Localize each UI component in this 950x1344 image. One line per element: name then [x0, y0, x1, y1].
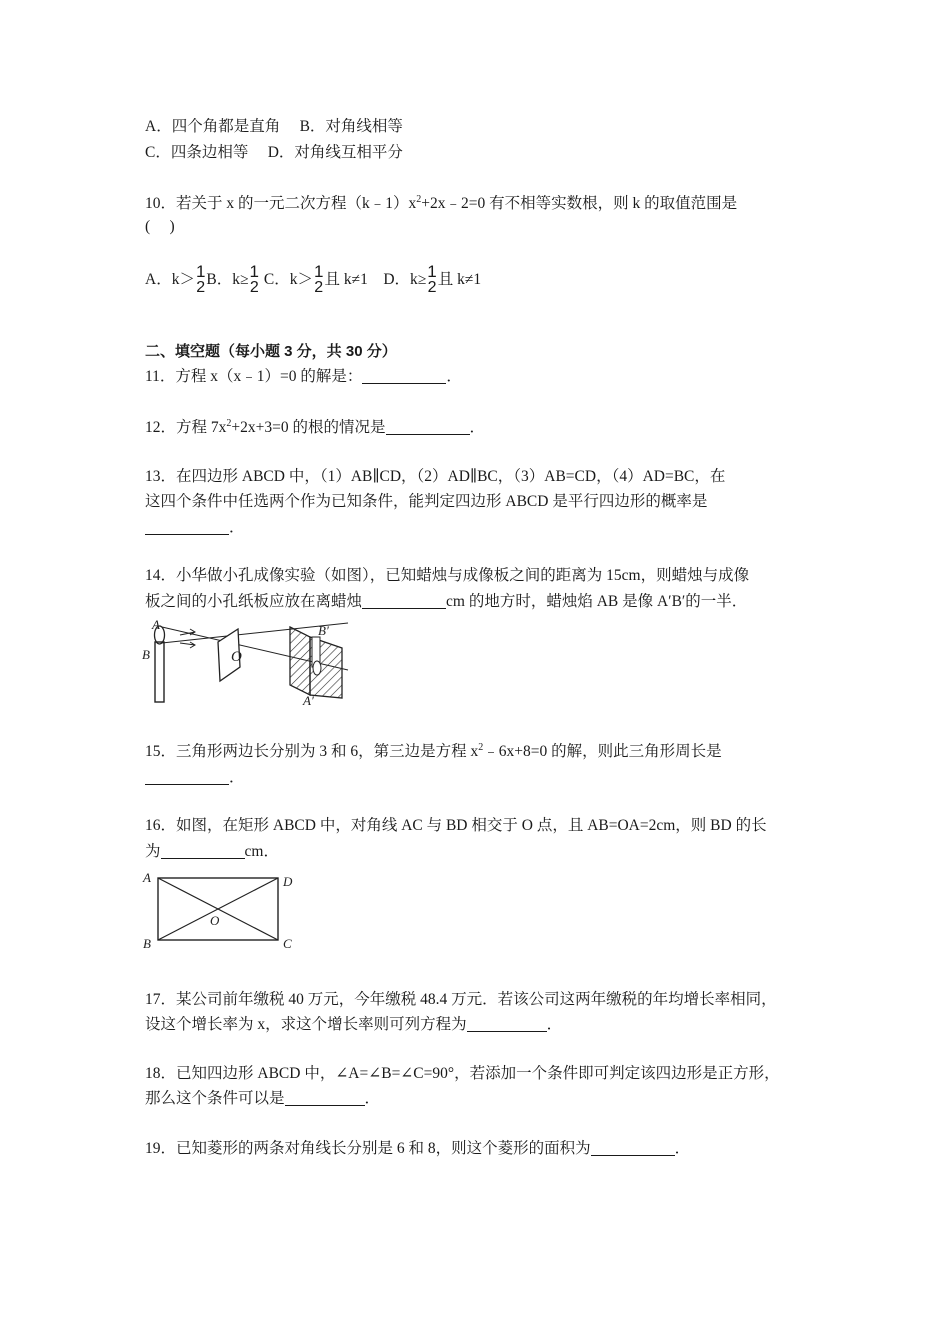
image-screen [290, 627, 310, 695]
fig16-label-o: O [210, 913, 220, 928]
q17-line-2 [145, 1015, 562, 1035]
q11-text: 11．方程 x（x﹣1）=0 的解是： [145, 368, 363, 385]
q10-stem [145, 194, 737, 214]
q11-answer-blank[interactable] [362, 367, 446, 384]
q16-line-2 [145, 842, 279, 862]
q10-fraction-a: 1 2 [195, 262, 206, 296]
fig16-label-c: C [283, 936, 292, 951]
q14-line-1: 14．小华做小孔成像实验（如图），已知蜡烛与成像板之间的距离为 15cm，则蜡烛与成像 [145, 567, 750, 584]
q19-text: 19．已知菱形的两条对角线长分别是 6 和 8，则这个菱形的面积为 [145, 1140, 591, 1157]
q12-text-b: +2x+3=0 的根的情况是 [231, 419, 386, 436]
q15-text-b: ﹣6x+8=0 的解，则此三角形周长是 [483, 743, 722, 760]
q10-stem-a: 10．若关于 x 的一元二次方程（k﹣1）x [145, 195, 417, 212]
q12-exponent: 2 [226, 418, 232, 429]
q18-period: ． [364, 1090, 381, 1107]
q19-answer-blank[interactable] [591, 1139, 675, 1156]
q10-stem-b: +2x﹣2=0 有不相等实数根，则 k 的取值范围是 [421, 195, 738, 212]
q16-text-a: 为 [145, 843, 161, 860]
q10-exponent: 2 [416, 194, 422, 205]
q17-period: ． [546, 1016, 563, 1033]
q13-period: ． [229, 519, 245, 536]
q10-option-c: C．k＞ [260, 271, 313, 288]
q16-answer-blank[interactable] [161, 842, 245, 859]
candle-body [155, 642, 164, 702]
q16-rectangle-figure [140, 868, 305, 956]
q13-line-1: 13．在四边形 ABCD 中，（1）AB∥CD，（2）AD∥BC，（3）AB=CD，（4）AD=BC，在 [145, 468, 726, 485]
fig14-label-o: O [231, 649, 242, 665]
q12-period: ． [469, 419, 486, 436]
q10-fraction-c: 1 2 [313, 262, 324, 296]
q15-answer-blank[interactable] [145, 768, 229, 785]
fig16-label-d: D [283, 874, 293, 889]
q11 [145, 367, 462, 387]
q15-line-2 [145, 768, 245, 788]
q10-option-d-tail: 且 k≠1 [437, 271, 482, 288]
section-2-heading: 二、填空题（每小题 3 分，共 30 分） [145, 343, 397, 360]
q14-line-2 [145, 592, 747, 612]
fig14-label-b: B [142, 647, 150, 662]
q14-text-a: 板之间的小孔纸板应放在离蜡烛 [145, 593, 363, 610]
q14-text-b: cm 的地方时，蜡烛焰 AB 是像 A′B′的一半． [446, 593, 748, 610]
q16-line-1: 16．如图，在矩形 ABCD 中，对角线 AC 与 BD 相交于 O 点，且 AB=OA=2cm，则 BD 的长 [145, 817, 767, 834]
q10-fraction-d: 1 2 [427, 262, 437, 296]
q10-answer-paren: ( ) [145, 218, 175, 235]
q9-option-line-2: C．四条边相等 D．对角线互相平分 [145, 144, 403, 161]
q10-options [145, 264, 481, 296]
q12-text-a: 12．方程 7x [145, 419, 227, 436]
q15-text-a: 15．三角形两边长分别为 3 和 6，第三边是方程 x [145, 743, 479, 760]
q18-line-1: 18．已知四边形 ABCD 中，∠A=∠B=∠C=90°，若添加一个条件即可判定该四边形是正方形， [145, 1065, 780, 1082]
q18-text-a: 那么这个条件可以是 [145, 1090, 285, 1107]
q10-option-c-tail: 且 k≠1 [324, 271, 368, 288]
q19-period: ． [674, 1140, 691, 1157]
q12-answer-blank[interactable] [386, 418, 470, 435]
q10-option-a: A．k＞ [145, 271, 195, 288]
q9-option-line-1: A．四个角都是直角 B．对角线相等 [145, 118, 403, 135]
q16-text-b: cm． [244, 843, 279, 860]
q15-line-1 [145, 742, 722, 762]
q19 [145, 1139, 690, 1159]
q15-period: ． [229, 769, 245, 786]
q10-fraction-b: 1 2 [249, 262, 259, 296]
q14-answer-blank[interactable] [362, 592, 446, 609]
q15-exponent: 2 [478, 742, 484, 753]
q17-text-a: 设这个增长率为 x，求这个增长率则可列方程为 [145, 1016, 467, 1033]
q11-period: ． [446, 368, 462, 385]
q12 [145, 418, 485, 438]
q13-line-3 [145, 518, 245, 538]
q17-line-1: 17．某公司前年缴税 40 万元，今年缴税 48.4 万元．若该公司这两年缴税的年均增长率相同， [145, 991, 777, 1008]
fig16-label-a: A [143, 870, 151, 885]
q14-pinhole-figure [140, 615, 355, 710]
fig16-label-b: B [143, 936, 151, 951]
fig14-label-a: A [152, 617, 160, 632]
q10-option-d: D．k≥ [367, 271, 427, 288]
fig14-label-a-prime: A′ [303, 693, 314, 708]
q18-line-2 [145, 1089, 380, 1109]
q17-answer-blank[interactable] [467, 1015, 547, 1032]
q10-option-b: B．k≥ [206, 271, 249, 288]
q18-answer-blank[interactable] [285, 1089, 365, 1106]
q13-line-2: 这四个条件中任选两个作为已知条件，能判定四边形 ABCD 是平行四边形的概率是 [145, 493, 708, 510]
q13-answer-blank[interactable] [145, 518, 229, 535]
fig14-label-b-prime: B′ [318, 623, 329, 638]
